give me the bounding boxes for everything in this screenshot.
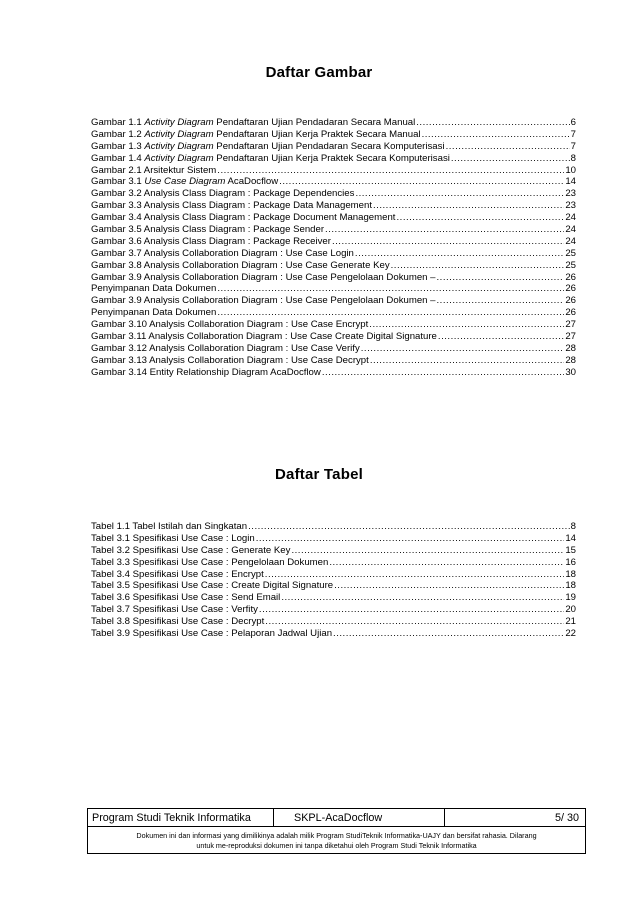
figure-entry[interactable]: [91, 319, 576, 331]
figure-entry-title: [91, 141, 445, 153]
figure-entry[interactable]: [91, 295, 576, 307]
footer-notice-line: untuk me-reproduksi dokumen ini tanpa diketahui oleh Program Studi Teknik Informatika: [196, 840, 477, 850]
figure-entry-title: [91, 272, 436, 284]
figure-entry[interactable]: [91, 283, 576, 295]
list-of-tables: [91, 521, 576, 640]
dot-leader: [325, 224, 564, 236]
dot-leader: [259, 604, 564, 616]
title-text: Pendaftaran Ujian Kerja Praktek Secara Komputerisasi: [213, 152, 450, 164]
figure-entry-page: 14: [565, 176, 576, 188]
title-text: Penyimpanan Data Dokumen: [91, 283, 217, 295]
dot-leader: [265, 569, 565, 581]
figure-entry-page: 6: [570, 116, 576, 128]
footer-confidentiality-notice: [88, 827, 585, 853]
figure-entry-page: 8: [570, 152, 576, 164]
table-entry-page: 19: [565, 592, 576, 604]
dot-leader: [446, 141, 570, 153]
figure-entry-page: 25: [565, 259, 576, 271]
title-text: Penyimpanan Data Dokumen: [91, 307, 217, 319]
dot-leader: [437, 272, 565, 284]
title-text: Gambar 2.1 Arsitektur Sistem: [91, 164, 217, 176]
dot-leader: [333, 628, 564, 640]
title-text: Gambar 3.2 Analysis Class Diagram : Package Dependencies: [91, 188, 355, 200]
figure-entry-title: [91, 367, 321, 379]
figure-entry[interactable]: [91, 117, 576, 129]
dot-leader: [265, 616, 564, 628]
title-text: Gambar 3.7 Analysis Collaboration Diagram : Use Case Login: [91, 247, 354, 259]
figure-entry-title: [91, 129, 421, 141]
figure-entry-title: [91, 343, 360, 355]
footer-doc-code: SKPL-AcaDocflow: [274, 809, 445, 826]
figure-entry[interactable]: [91, 200, 576, 212]
figure-entry[interactable]: [91, 188, 576, 200]
figure-entry[interactable]: [91, 307, 576, 319]
title-text: Gambar 3.13 Analysis Collaboration Diagram : Use Case Decrypt: [91, 354, 369, 366]
title-italic-term: Activity Diagram: [144, 152, 214, 164]
figure-entry[interactable]: [91, 260, 576, 272]
table-entry-title: Tabel 1.1 Tabel Istilah dan Singkatan: [91, 520, 248, 532]
figure-entry-title: [91, 307, 216, 319]
figure-entry[interactable]: [91, 355, 576, 367]
dot-leader: [329, 557, 564, 569]
figure-entry[interactable]: [91, 248, 576, 260]
footer-page-number: 5/ 30: [554, 811, 579, 824]
dot-leader: [279, 176, 564, 188]
list-of-figures: [91, 117, 576, 379]
table-entry[interactable]: [91, 616, 576, 628]
figure-entry[interactable]: [91, 367, 576, 379]
title-text: Gambar 3.6 Analysis Class Diagram : Package Receiver: [91, 235, 331, 247]
figure-entry-title: [91, 295, 436, 307]
figure-entry-title: [91, 319, 368, 331]
figure-entry-title: [91, 165, 216, 177]
title-text: Pendaftaran Ujian Pendadaran Secara Komputerisasi: [213, 140, 445, 152]
figure-entry-title: [91, 188, 354, 200]
figure-entry-title: [91, 260, 390, 272]
figure-entry-page: 26: [565, 307, 576, 319]
title-text: Gambar 3.11 Analysis Collaboration Diagram : Use Case Create Digital Signature: [91, 331, 437, 343]
table-entry-title: Tabel 3.9 Spesifikasi Use Case : Pelaporan Jadwal Ujian: [91, 628, 333, 639]
title-text: Gambar 3.12 Analysis Collaboration Diagram : Use Case Verify: [91, 342, 360, 354]
page-footer: [87, 808, 586, 854]
figure-entry-page: 26: [565, 271, 576, 283]
title-italic-term: Activity Diagram: [144, 140, 214, 152]
table-entry[interactable]: [91, 533, 576, 545]
title-text: Gambar 1.3: [91, 140, 145, 152]
table-entry-page: 8: [570, 520, 576, 532]
figure-entry-page: 28: [565, 354, 576, 366]
table-entry[interactable]: [91, 604, 576, 616]
dot-leader: [438, 331, 564, 343]
title-text: Gambar 1.1: [91, 116, 145, 128]
figure-entry-title: [91, 224, 324, 236]
title-text: Gambar 3.5 Analysis Class Diagram : Package Sender: [91, 224, 325, 235]
table-entry-title: Tabel 3.5 Spesifikasi Use Case : Create Digital Signature: [91, 580, 334, 592]
figure-entry-title: [91, 236, 331, 248]
table-entry-page: 14: [565, 532, 576, 544]
table-entry[interactable]: [91, 628, 576, 640]
table-entry[interactable]: [91, 557, 576, 569]
figure-entry[interactable]: [91, 141, 576, 153]
figure-entry-page: 24: [565, 224, 576, 235]
title-text: Gambar 3.4 Analysis Class Diagram : Package Document Management: [91, 212, 396, 224]
figure-entry[interactable]: [91, 212, 576, 224]
dot-leader: [355, 248, 564, 260]
table-entry[interactable]: [91, 545, 576, 557]
figure-entry-page: 10: [565, 164, 576, 176]
table-entry-title: Tabel 3.1 Spesifikasi Use Case : Login: [91, 532, 255, 544]
dot-leader: [322, 367, 565, 379]
dot-leader: [451, 153, 570, 165]
title-text: Gambar 3.14 Entity Relationship Diagram AcaDocflow: [91, 366, 321, 378]
dot-leader: [437, 295, 565, 307]
title-text: Gambar 3.9 Analysis Collaboration Diagram : Use Case Pengelolaan Dokumen –: [91, 271, 436, 283]
figure-entry-page: 30: [565, 366, 576, 378]
dot-leader: [369, 319, 564, 331]
figure-entry-page: 24: [565, 212, 576, 224]
dot-leader: [217, 165, 564, 177]
dot-leader: [422, 129, 570, 141]
figure-entry-title: [91, 117, 415, 129]
table-entry-title: Tabel 3.3 Spesifikasi Use Case : Pengelolaan Dokumen: [91, 556, 329, 568]
table-entry-title: Tabel 3.7 Spesifikasi Use Case : Verfity: [91, 604, 258, 616]
table-entry-page: 20: [565, 604, 576, 616]
figure-entry-title: [91, 248, 354, 260]
table-entry-page: 18: [565, 568, 576, 580]
figure-entry-page: 27: [565, 319, 576, 331]
dot-leader: [256, 533, 565, 545]
dot-leader: [361, 343, 565, 355]
title-text: Gambar 3.3 Analysis Class Diagram : Package Data Management: [91, 200, 373, 212]
table-entry-title: Tabel 3.2 Spesifikasi Use Case : Generate Key: [91, 544, 291, 556]
title-italic-term: Use Case Diagram: [144, 176, 226, 188]
title-text: Gambar 3.1: [91, 176, 145, 188]
figure-entry-title: [91, 200, 372, 212]
figure-entry[interactable]: [91, 165, 576, 177]
table-entry[interactable]: [91, 580, 576, 592]
figure-entry-page: 26: [565, 283, 576, 295]
table-entry-title: Tabel 3.6 Spesifikasi Use Case : Send Email: [91, 592, 281, 604]
figure-entry[interactable]: [91, 343, 576, 355]
table-entry[interactable]: [91, 569, 576, 581]
figure-entry[interactable]: [91, 236, 576, 248]
dot-leader: [373, 200, 564, 212]
footer-header-row: [88, 809, 585, 827]
table-entry-title: Tabel 3.8 Spesifikasi Use Case : Decrypt: [91, 616, 265, 628]
dot-leader: [391, 260, 565, 272]
figure-entry-title: [91, 283, 216, 295]
figure-entry-page: 28: [565, 342, 576, 354]
title-text: Gambar 3.10 Analysis Collaboration Diagram : Use Case Encrypt: [91, 319, 369, 331]
dot-leader: [291, 545, 564, 557]
figure-entry-title: [91, 331, 437, 343]
figure-entry-page: 7: [570, 128, 576, 140]
dot-leader: [281, 592, 564, 604]
title-text: Pendaftaran Ujian Pendadaran Secara Manual: [213, 116, 416, 128]
table-entry-title: Tabel 3.4 Spesifikasi Use Case : Encrypt: [91, 568, 264, 580]
figure-entry-title: [91, 153, 450, 165]
figure-entry[interactable]: [91, 176, 576, 188]
figure-entry-page: 24: [565, 235, 576, 247]
dot-leader: [332, 236, 564, 248]
table-entry-page: 22: [565, 628, 576, 639]
table-entry[interactable]: [91, 592, 576, 604]
figure-entry-title: [91, 212, 395, 224]
dot-leader: [248, 521, 570, 533]
title-text: Gambar 1.2: [91, 128, 145, 140]
table-entry-page: 21: [565, 616, 576, 628]
figure-entry-page: 27: [565, 331, 576, 343]
table-entry[interactable]: [91, 521, 576, 533]
figure-entry[interactable]: [91, 224, 576, 236]
title-text: Gambar 3.8 Analysis Collaboration Diagram : Use Case Generate Key: [91, 259, 390, 271]
figure-entry[interactable]: [91, 331, 576, 343]
figure-entry-page: 25: [565, 247, 576, 259]
footer-notice-line: Dokumen ini dan informasi yang dimilikinya adalah milik Program StudiTeknik Informatika-UAJY dan bersifat rahasia. Dilarang: [136, 831, 537, 840]
figure-entry[interactable]: [91, 153, 576, 165]
footer-program: Program Studi Teknik Informatika: [88, 809, 274, 826]
dot-leader: [217, 307, 564, 319]
title-text: Pendaftaran Ujian Kerja Praktek Secara Manual: [213, 128, 421, 140]
figure-entry[interactable]: [91, 129, 576, 141]
dot-leader: [370, 355, 565, 367]
figure-entry-title: [91, 176, 278, 188]
list-of-tables-heading: Daftar Tabel: [275, 466, 363, 483]
figure-entry-page: 26: [565, 295, 576, 307]
figure-entry-page: 23: [565, 200, 576, 212]
title-text: Gambar 3.9 Analysis Collaboration Diagram : Use Case Pengelolaan Dokumen –: [91, 295, 436, 307]
title-italic-term: Activity Diagram: [144, 116, 214, 128]
figure-entry-title: [91, 355, 369, 367]
figure-entry[interactable]: [91, 272, 576, 284]
table-entry-page: 15: [565, 544, 576, 556]
table-entry-page: 18: [565, 580, 576, 592]
dot-leader: [396, 212, 564, 224]
title-text: Gambar 1.4: [91, 152, 145, 164]
figure-entry-page: 23: [565, 188, 576, 200]
list-of-figures-heading: Daftar Gambar: [265, 64, 373, 81]
title-text: AcaDocflow: [225, 176, 279, 188]
figure-entry-page: 7: [570, 140, 576, 152]
title-italic-term: Activity Diagram: [144, 128, 214, 140]
table-entry-page: 16: [565, 556, 576, 568]
dot-leader: [217, 283, 564, 295]
dot-leader: [355, 188, 564, 200]
dot-leader: [416, 117, 569, 129]
dot-leader: [334, 580, 564, 592]
